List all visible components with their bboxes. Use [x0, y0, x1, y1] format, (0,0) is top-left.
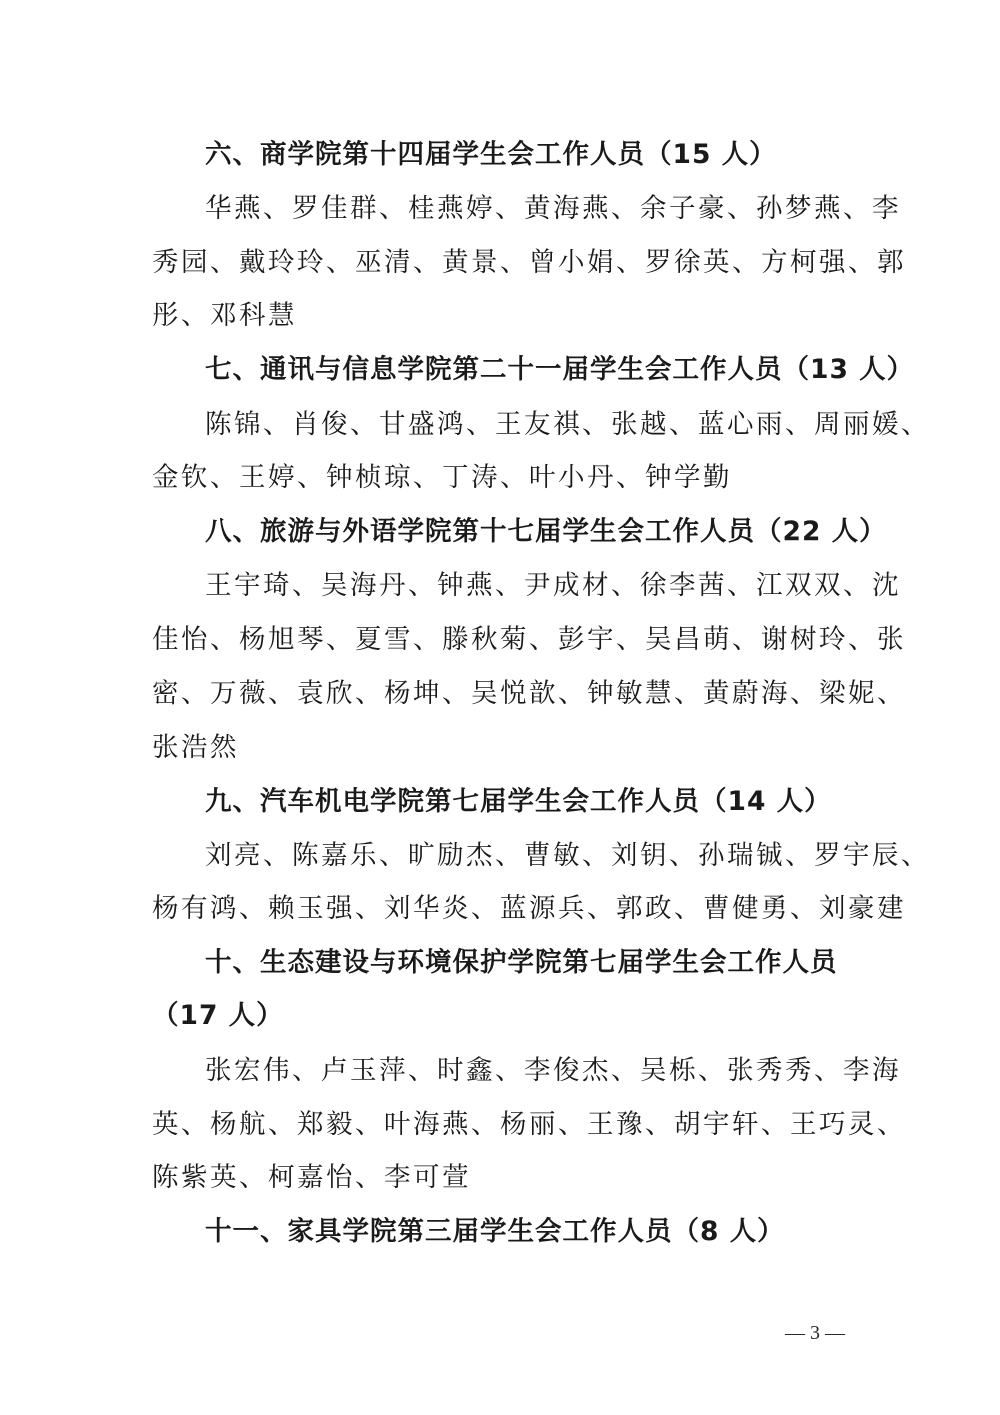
name-list-line: 刘亮、陈嘉乐、旷励杰、曹敏、刘钥、孙瑞铖、罗宇辰、: [205, 840, 930, 871]
name-list-line: 金钦、王婷、钟桢琼、丁涛、叶小丹、钟学勤: [152, 462, 732, 493]
name-list-line: 彤、邓科慧: [152, 300, 297, 331]
section-heading-10-count: （17 人）: [152, 1000, 284, 1031]
name-list-line: 陈锦、肖俊、甘盛鸿、王友祺、张越、蓝心雨、周丽媛、: [205, 409, 930, 440]
name-list-line: 王宇琦、吴海丹、钟燕、尹成材、徐李茜、江双双、沈: [205, 570, 901, 601]
name-list-line: 英、杨航、郑毅、叶海燕、杨丽、王豫、胡宇轩、王巧灵、: [152, 1109, 906, 1140]
section-heading-10: 十、生态建设与环境保护学院第七届学生会工作人员: [205, 947, 838, 978]
name-list-line: 张浩然: [152, 732, 239, 763]
name-list-line: 佳怡、杨旭琴、夏雪、滕秋菊、彭宇、吴昌萌、谢树玲、张: [152, 624, 906, 655]
section-heading-6: 六、商学院第十四届学生会工作人员（15 人）: [205, 139, 777, 170]
name-list-line: 秀园、戴玲玲、巫清、黄景、曾小娟、罗徐英、方柯强、郭: [152, 247, 906, 278]
name-list-line: 陈紫英、柯嘉怡、李可萱: [152, 1162, 471, 1193]
section-heading-8: 八、旅游与外语学院第十七届学生会工作人员（22 人）: [205, 516, 887, 547]
section-heading-9: 九、汽车机电学院第七届学生会工作人员（14 人）: [205, 786, 832, 817]
name-list-line: 杨有鸿、赖玉强、刘华炎、蓝源兵、郭政、曹健勇、刘豪建: [152, 893, 906, 924]
name-list-line: 张宏伟、卢玉萍、时鑫、李俊杰、吴栎、张秀秀、李海: [205, 1055, 901, 1086]
page-number: — 3 —: [785, 1322, 845, 1344]
section-heading-11: 十一、家具学院第三届学生会工作人员（8 人）: [205, 1216, 785, 1247]
name-list-line: 华燕、罗佳群、桂燕婷、黄海燕、余子豪、孙梦燕、李: [205, 193, 901, 224]
name-list-line: 密、万薇、袁欣、杨坤、吴悦歆、钟敏慧、黄蔚海、梁妮、: [152, 678, 906, 709]
section-heading-7: 七、通讯与信息学院第二十一届学生会工作人员（13 人）: [205, 354, 915, 385]
